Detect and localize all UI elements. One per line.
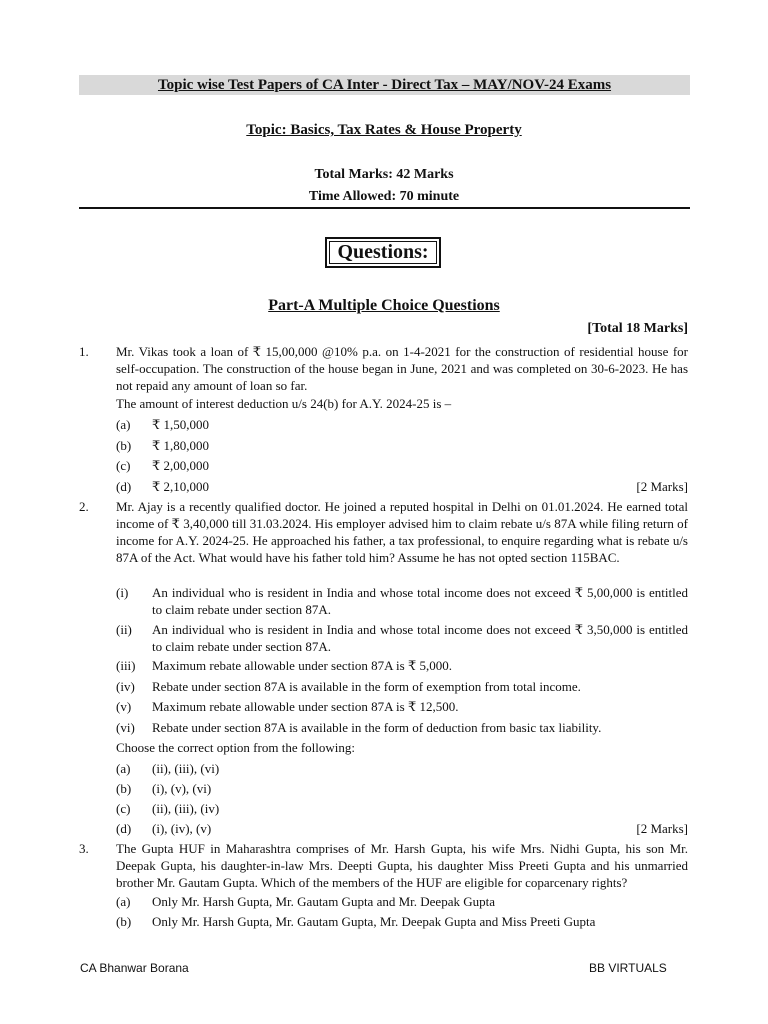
option-label: (c) [116, 458, 131, 473]
question-number: 1. [79, 344, 89, 359]
total-marks: Total Marks: 42 Marks [314, 167, 454, 182]
statement-label: (iv) [116, 679, 135, 694]
statement-text: Maximum rebate allowable under section 87A is ₹ 5,000. [152, 658, 452, 673]
option-text: Only Mr. Harsh Gupta, Mr. Gautam Gupta, Mr. Deepak Gupta and Miss Preeti Gupta [152, 914, 596, 929]
statement-text: Rebate under section 87A is available in the form of exemption from total income. [152, 679, 581, 694]
question-number: 2. [79, 499, 89, 514]
header-divider [79, 207, 690, 209]
question-2 [79, 498, 690, 578]
option-text: (ii), (iii), (iv) [152, 801, 220, 816]
question-number: 3. [79, 841, 89, 856]
footer-author: CA Bhanwar Borana [80, 961, 189, 975]
questions-heading: Questions: [325, 237, 441, 268]
question-text: Mr. Vikas took a loan of ₹ 15,00,000 @10% p.a. on 1-4-2021 for the construction of residential house for self-occupation. The construction of the house began in June, 2021 and was completed on 30-6-2023. He has not repaid any amount of loan so far. [116, 344, 688, 393]
paper-title: Topic wise Test Papers of CA Inter - Direct Tax – MAY/NOV-24 Exams [79, 75, 690, 95]
option-text: (i), (iv), (v) [152, 821, 212, 836]
question-marks: [2 Marks] [636, 821, 688, 836]
option-label: (a) [116, 417, 131, 432]
part-a-total-marks: [Total 18 Marks] [587, 321, 688, 336]
option-label: (c) [116, 801, 131, 816]
footer-brand: BB VIRTUALS [589, 961, 667, 975]
statement-label: (vi) [116, 720, 135, 735]
question-stem: Choose the correct option from the following: [116, 740, 356, 755]
statement-label: (i) [116, 585, 129, 600]
option-label: (a) [116, 761, 131, 776]
time-allowed: Time Allowed: 70 minute [308, 189, 460, 204]
option-text: (i), (v), (vi) [152, 781, 212, 796]
option-text: ₹ 1,80,000 [152, 438, 210, 453]
statement-label: (iii) [116, 658, 136, 673]
question-marks: [2 Marks] [636, 479, 688, 494]
option-text: ₹ 2,00,000 [152, 458, 210, 473]
statement-text: An individual who is resident in India and whose total income does not exceed ₹ 5,00,000 is entitled to claim rebate under section 87A. [152, 585, 688, 617]
option-label: (d) [116, 479, 132, 494]
option-text: Only Mr. Harsh Gupta, Mr. Gautam Gupta and Mr. Deepak Gupta [152, 894, 495, 909]
topic-title: Topic: Basics, Tax Rates & House Property [246, 122, 522, 138]
question-text: Mr. Ajay is a recently qualified doctor. He joined a reputed hospital in Delhi on 01.01.2024. He earned total income of ₹ 3,40,000 till 31.03.2024. His employer advised him to claim rebate u/s 87A while filing return of income for A.Y. 2024-25. He approached his father, a tax professional, to enquire regarding what is rebate u/s 87A of the Act. What would have his father told him? Assume he has not opted section 115BAC. [116, 499, 688, 565]
statement-label: (v) [116, 699, 132, 714]
option-label: (b) [116, 781, 132, 796]
part-a-title: Part-A Multiple Choice Questions [268, 297, 500, 314]
option-text: ₹ 2,10,000 [152, 479, 210, 494]
option-label: (b) [116, 438, 132, 453]
option-text: ₹ 1,50,000 [152, 417, 210, 432]
statement-text: Rebate under section 87A is available in the form of deduction from basic tax liability. [152, 720, 602, 735]
statement-text: Maximum rebate allowable under section 87A is ₹ 12,500. [152, 699, 459, 714]
question-3 [79, 840, 690, 895]
option-label: (b) [116, 914, 132, 929]
option-label: (d) [116, 821, 132, 836]
question-stem: The amount of interest deduction u/s 24(b) for A.Y. 2024-25 is – [116, 396, 452, 411]
option-text: (ii), (iii), (vi) [152, 761, 220, 776]
statement-label: (ii) [116, 622, 132, 637]
statement-text: An individual who is resident in India and whose total income does not exceed ₹ 3,50,000 is entitled to claim rebate under section 87A. [152, 622, 688, 654]
question-text: The Gupta HUF in Maharashtra comprises of Mr. Harsh Gupta, his wife Mrs. Nidhi Gupta, his son Mr. Deepak Gupta, his daughter-in-law Mrs. Deepti Gupta, his daughter Miss Preeti Gupta and his unmarried brother Mr. Gautam Gupta. Which of the members of the HUF are eligible for coparcenary rights? [116, 841, 688, 890]
option-label: (a) [116, 894, 131, 909]
